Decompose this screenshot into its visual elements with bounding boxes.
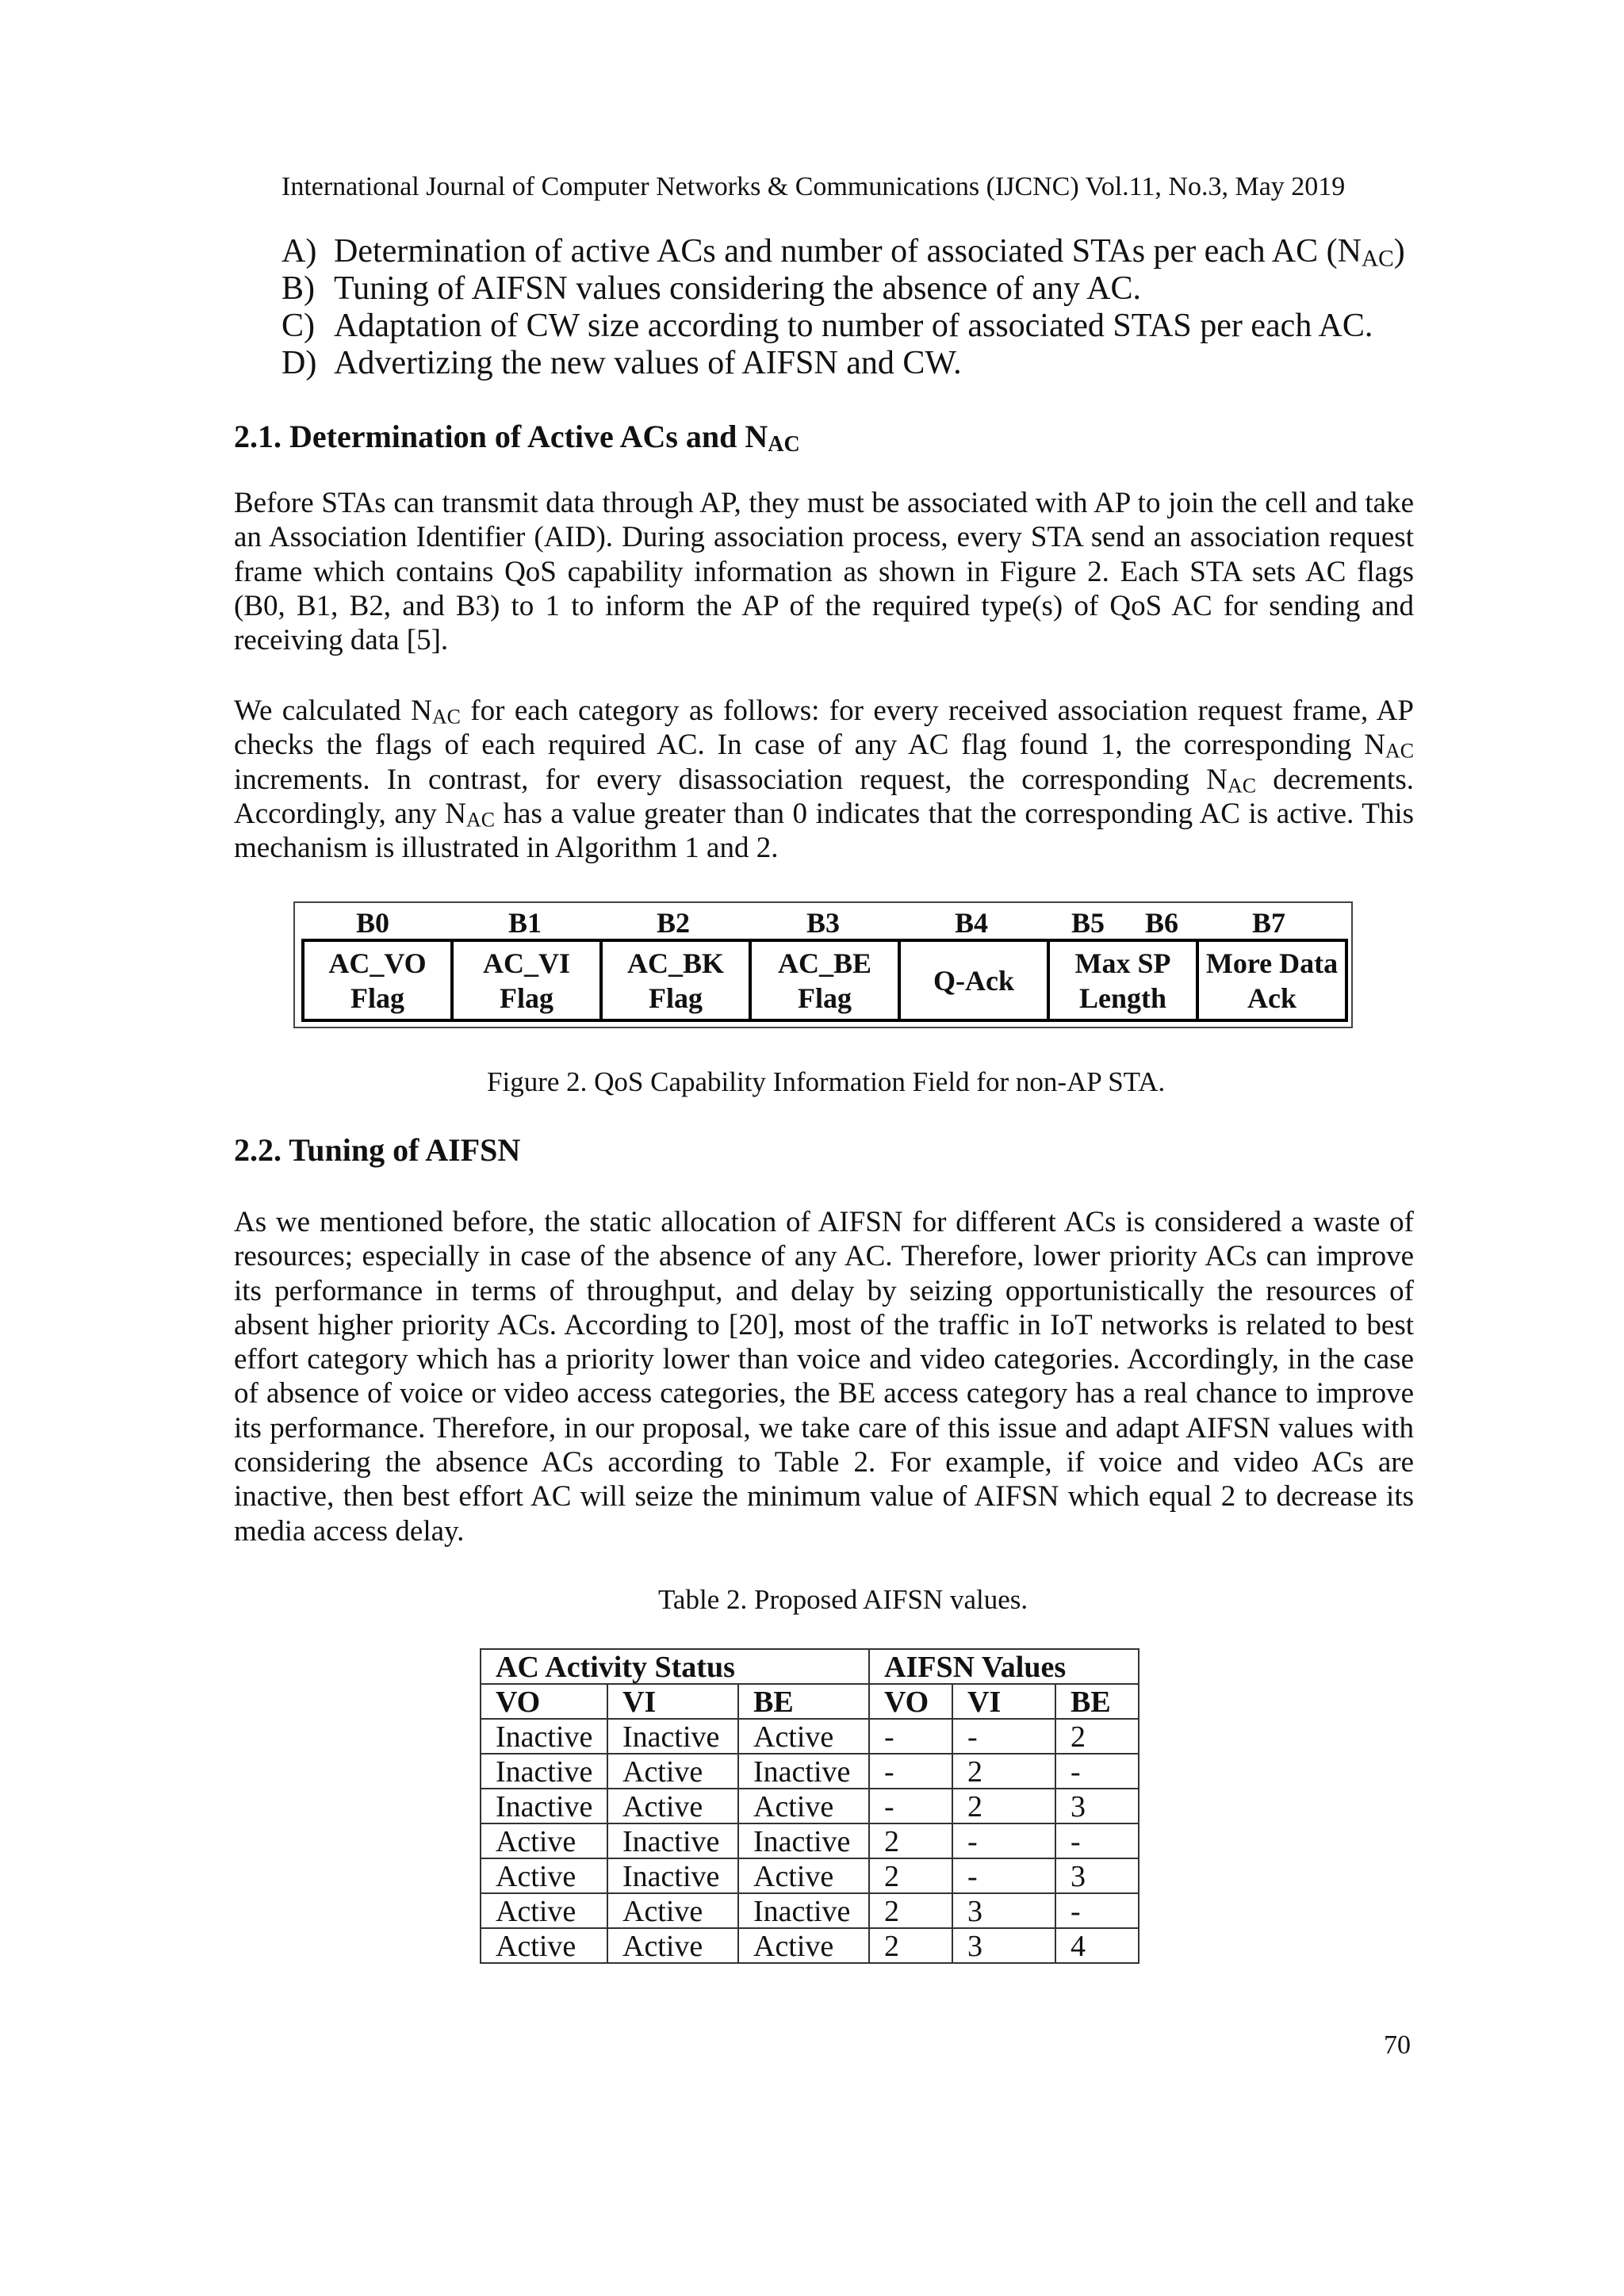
table-cell: Inactive <box>481 1789 607 1823</box>
paragraph-aifsn-tuning: As we mentioned before, the static allocation of AIFSN for different ACs is considered a waste of resources; especially in case of the absence of any AC. Therefore, lower priority ACs can improve its performance in terms of throughput, and delay by seizing opportunistically the resources of absent higher priority ACs. According to [20], most of the traffic in IoT networks is related to best effort category which has a priority lower than voice and video categories. Accordingly, in the case of absence of voice or video access categories, the BE access category has a real chance to improve its performance. Therefore, in our proposal, we take care of this issue and adapt AIFSN values with considering the absence ACs according to Table 2. For example, if voice and video ACs are inactive, then best effort AC will seize the minimum value of AIFSN which equal 2 to decrease its media access delay. <box>234 1206 1414 1548</box>
table-cell: 3 <box>952 1893 1055 1928</box>
running-header: International Journal of Computer Networks & Communications (IJCNC) Vol.11, No.3, May 2019 <box>282 172 1346 201</box>
step-text: Advertizing the new values of AIFSN and CW. <box>334 345 962 381</box>
field-cell-ac-bk: AC_BK Flag <box>599 942 749 1019</box>
table-cell: Inactive <box>738 1893 869 1928</box>
table-cell: 2 <box>869 1858 952 1893</box>
bit-label: B1 <box>508 907 542 939</box>
table-cell: 2 <box>1055 1719 1139 1754</box>
table-cell: 2 <box>952 1789 1055 1823</box>
table-cell: Active <box>607 1893 738 1928</box>
bit-label: B7 <box>1251 907 1286 939</box>
step-text: Adaptation of CW size according to number of associated STAS per each AC. <box>334 308 1373 344</box>
table-cell: 4 <box>1055 1928 1139 1963</box>
step-text: Determination of active ACs and number of associated STAs per each AC $(N_{AC})$ <box>334 233 1405 272</box>
bit-label: B6 <box>1144 907 1179 939</box>
bit-label: B4 <box>954 907 989 939</box>
column-header: BE <box>738 1684 869 1719</box>
table-cell: - <box>1055 1893 1139 1928</box>
table-cell: 3 <box>952 1928 1055 1963</box>
table-row <box>481 1893 1139 1928</box>
figure-2-caption: Figure 2. QoS Capability Information Field for non-AP STA. <box>487 1066 1166 1097</box>
bit-labels <box>295 903 1351 941</box>
table-row <box>481 1823 1139 1858</box>
table-row <box>481 1754 1139 1789</box>
table-cell: Active <box>607 1928 738 1963</box>
table-cell: 2 <box>869 1928 952 1963</box>
table-cell: - <box>952 1858 1055 1893</box>
column-header: VI <box>952 1684 1055 1719</box>
table-cell: - <box>952 1823 1055 1858</box>
step-item <box>282 233 1408 270</box>
table-2-aifsn-values <box>480 1648 1139 1964</box>
table-cell: Active <box>738 1719 869 1754</box>
field-cell-ac-be: AC_BE Flag <box>749 942 898 1019</box>
step-item <box>282 345 1408 382</box>
field-cell-max-sp-length: Max SP Length <box>1047 942 1196 1019</box>
table-row <box>481 1719 1139 1754</box>
page-number: 70 <box>1384 2030 1411 2060</box>
table-2-caption: Table 2. Proposed AIFSN values. <box>658 1584 1028 1615</box>
section-heading-2-1: 2.1. Determination of Active ACs and $N_{AC}$ <box>234 419 800 457</box>
step-item <box>282 308 1408 345</box>
subscript: AC <box>1361 246 1394 272</box>
table-cell: Active <box>481 1823 607 1858</box>
table-cell: - <box>952 1719 1055 1754</box>
table-cell: Active <box>481 1858 607 1893</box>
table-row <box>481 1858 1139 1893</box>
table-row <box>481 1928 1139 1963</box>
column-header: VO <box>481 1684 607 1719</box>
table-cell: - <box>1055 1754 1139 1789</box>
table-cell: - <box>869 1754 952 1789</box>
table-cell: 2 <box>952 1754 1055 1789</box>
group-header-values: AIFSN Values <box>869 1649 1139 1684</box>
table-cell: - <box>1055 1823 1139 1858</box>
paragraph-association: Before STAs can transmit data through AP, they must be associated with AP to join the cell and take an Association Identifier (AID). During association process, every STA send an association request frame which contains QoS capability information as shown in Figure 2. Each STA sets AC flags (B0, B1, B2, and B3) to 1 to inform the AP of the required type(s) of QoS AC for sending and receiving data [5]. <box>234 487 1414 657</box>
table-cell: Inactive <box>607 1719 738 1754</box>
section-heading-2-2: 2.2. Tuning of AIFSN <box>234 1132 521 1168</box>
step-list <box>282 233 1408 382</box>
step-letter: B) <box>282 270 315 307</box>
table-cell: 2 <box>869 1823 952 1858</box>
table-cell: Inactive <box>481 1719 607 1754</box>
step-letter: D) <box>282 345 317 381</box>
step-letter: C) <box>282 308 315 344</box>
table-cell: Active <box>738 1928 869 1963</box>
table-cell: Inactive <box>607 1823 738 1858</box>
field-cell-ac-vi: AC_VI Flag <box>450 942 599 1019</box>
table-cell: Active <box>607 1789 738 1823</box>
field-cell-ac-vo: AC_VO Flag <box>328 947 427 1014</box>
bit-label: B3 <box>806 907 841 939</box>
column-header: VI <box>607 1684 738 1719</box>
field-cell-more-data-ack: More Data Ack <box>1196 942 1345 1019</box>
table-cell: - <box>869 1789 952 1823</box>
step-text: Tuning of AIFSN values considering the absence of any AC. <box>334 270 1142 307</box>
table-cell: Inactive <box>607 1858 738 1893</box>
figure-2-qos-field <box>293 901 1353 1028</box>
field-cells <box>301 939 1348 1022</box>
table-cell: Active <box>481 1893 607 1928</box>
table-cell: Inactive <box>738 1754 869 1789</box>
table-cell: 2 <box>869 1893 952 1928</box>
table-cell: Active <box>738 1789 869 1823</box>
table-cell: Active <box>481 1928 607 1963</box>
table-row <box>481 1789 1139 1823</box>
paragraph-nac-calculation: We calculated $N_{AC}$ for each category as follows: for every received association request frame, AP checks the flags of each required AC. In case of any AC flag found 1, the corresponding $N_{AC}$ increments. In contrast, for every disassociation request, the corresponding $N_{AC}$ decrements. Accordingly, any $N_{AC}$ has a value greater than 0 indicates that the corresponding AC is active. This mechanism is illustrated in Algorithm 1 and 2. <box>234 695 1414 865</box>
table-cell: Active <box>738 1858 869 1893</box>
table-group-header-row <box>481 1649 1139 1684</box>
step-letter: A) <box>282 233 317 270</box>
table-cell: Inactive <box>481 1754 607 1789</box>
column-header: BE <box>1055 1684 1139 1719</box>
bit-label: B0 <box>355 907 390 939</box>
field-cell-q-ack: Q-Ack <box>898 942 1047 1019</box>
table-column-header-row <box>481 1684 1139 1719</box>
table-cell: 3 <box>1055 1789 1139 1823</box>
column-header: VO <box>869 1684 952 1719</box>
table-cell: - <box>869 1719 952 1754</box>
group-header-status: AC Activity Status <box>481 1649 869 1684</box>
table-cell: Active <box>607 1754 738 1789</box>
bit-label: B5 <box>1071 907 1105 939</box>
step-item <box>282 270 1408 308</box>
bit-label: B2 <box>656 907 691 939</box>
table-cell: Inactive <box>738 1823 869 1858</box>
table-cell: 3 <box>1055 1858 1139 1893</box>
